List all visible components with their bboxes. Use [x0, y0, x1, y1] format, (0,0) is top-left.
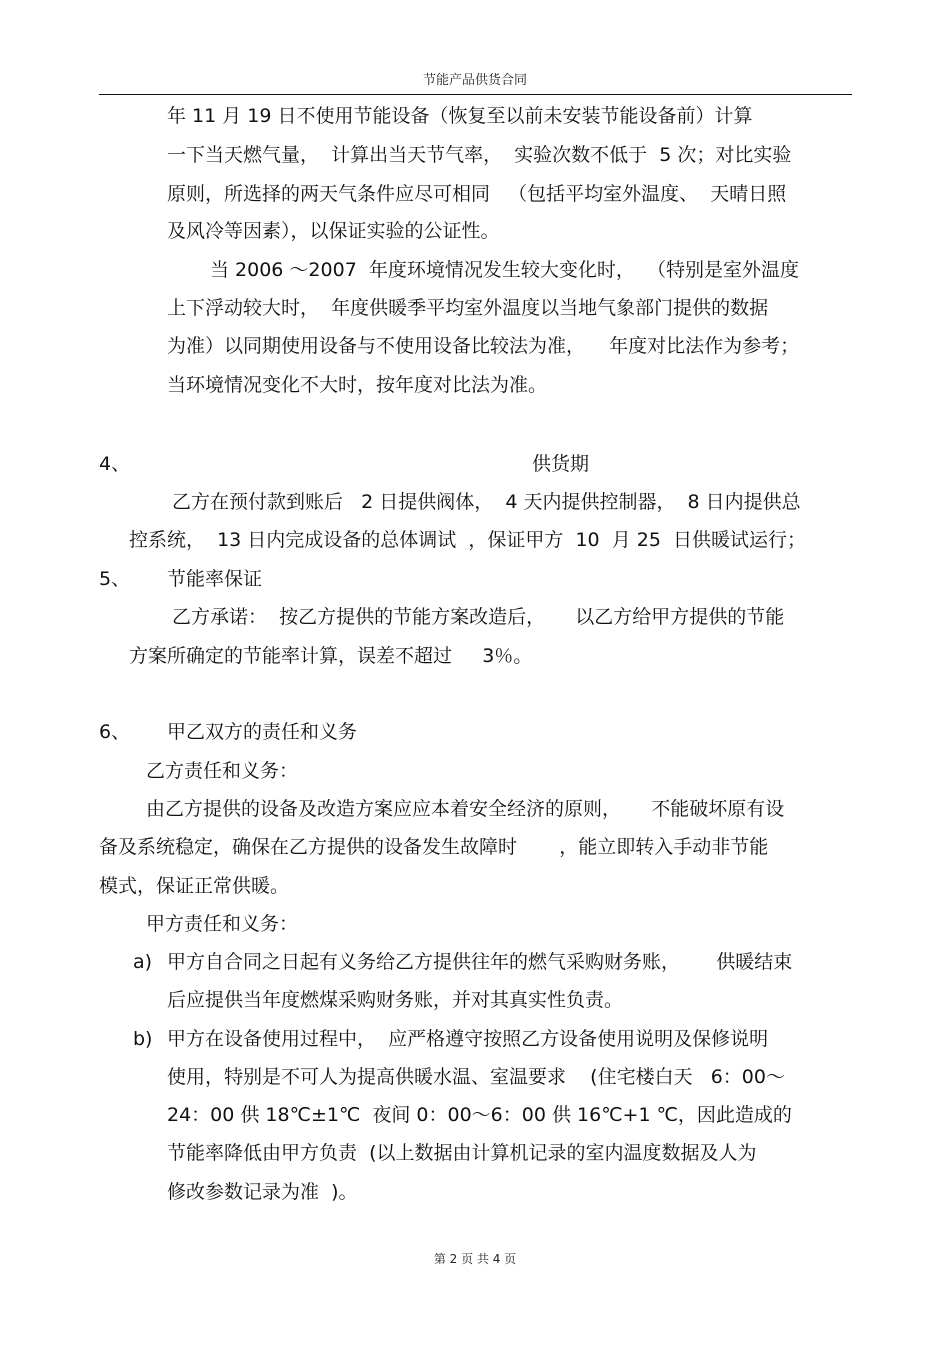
party-b-line: 由乙方提供的设备及改造方案应应本着安全经济的原则， 不能破坏原有设: [146, 798, 785, 820]
party-b-line: 备及系统稳定，确保在乙方提供的设备发生故障时 ，能立即转入手动非节能: [99, 836, 769, 858]
section-5-line: 方案所确定的节能率计算，误差不超过 3％。: [129, 645, 533, 667]
section-6-number: 6、: [99, 721, 131, 743]
paragraph-2-line: 当环境情况变化不大时，按年度对比法为准。: [167, 374, 548, 396]
item-a-marker: a): [133, 951, 153, 973]
item-b-line: 甲方在设备使用过程中， 应严格遵守按照乙方设备使用说明及保修说明: [167, 1028, 769, 1050]
paragraph-1-line: 及风冷等因素），以保证实验的公证性。: [167, 220, 500, 242]
section-4-line: 控系统， 13 日内完成设备的总体调试 ，保证甲方 10 月 25 日供暖试运行；: [129, 529, 807, 551]
party-a-heading: 甲方责任和义务：: [146, 913, 299, 935]
section-4-title: 供货期: [532, 453, 590, 475]
paragraph-1-line: 一下当天燃气量， 计算出当天节气率， 实验次数不低于 5 次；对比实验: [167, 144, 792, 166]
section-6-title: 甲乙双方的责任和义务: [167, 721, 358, 743]
item-b-line: 修改参数记录为准 )。: [167, 1181, 358, 1203]
page-number-footer: 第 2 页 共 4 页: [433, 1252, 517, 1266]
item-b-line: 使用，特别是不可人为提高供暖水温、室温要求 (住宅楼白天 6：00～: [167, 1066, 785, 1088]
running-header-title: 节能产品供货合同: [422, 73, 527, 88]
paragraph-2-line: 上下浮动较大时， 年度供暖季平均室外温度以当地气象部门提供的数据: [167, 297, 769, 319]
item-b-marker: b): [133, 1028, 153, 1050]
item-b-line: 节能率降低由甲方负责 (以上数据由计算机记录的室内温度数据及人为: [167, 1142, 757, 1164]
paragraph-2-line: 当 2006 ～2007 年度环境情况发生较大变化时， （特别是室外温度: [210, 259, 799, 281]
party-b-heading: 乙方责任和义务：: [146, 760, 299, 782]
paragraph-1-line: 年 11 月 19 日不使用节能设备（恢复至以前未安装节能设备前）计算: [167, 105, 753, 127]
section-4-number: 4、: [99, 453, 131, 475]
section-5-number: 5、: [99, 568, 131, 590]
section-5-line: 乙方承诺： 按乙方提供的节能方案改造后， 以乙方给甲方提供的节能: [172, 606, 785, 628]
header-rule: [99, 94, 852, 95]
item-a-line: 后应提供当年度燃煤采购财务账，并对其真实性负责。: [167, 989, 624, 1011]
party-b-line: 模式，保证正常供暖。: [99, 875, 290, 897]
item-a-line: 甲方自合同之日起有义务给乙方提供往年的燃气采购财务账， 供暖结束: [167, 951, 793, 973]
section-5-title: 节能率保证: [167, 568, 263, 590]
paragraph-2-line: 为准）以同期使用设备与不使用设备比较法为准， 年度对比法作为参考；: [167, 335, 800, 357]
section-4-line: 乙方在预付款到账后 2 日提供阀体， 4 天内提供控制器， 8 日内提供总: [172, 491, 801, 513]
item-b-line: 24：00 供 18℃±1℃ 夜间 0：00～6：00 供 16℃+1 ℃，因此造成的: [167, 1104, 792, 1126]
paragraph-1-line: 原则，所选择的两天气条件应尽可相同 （包括平均室外温度、 天晴日照: [167, 183, 787, 205]
